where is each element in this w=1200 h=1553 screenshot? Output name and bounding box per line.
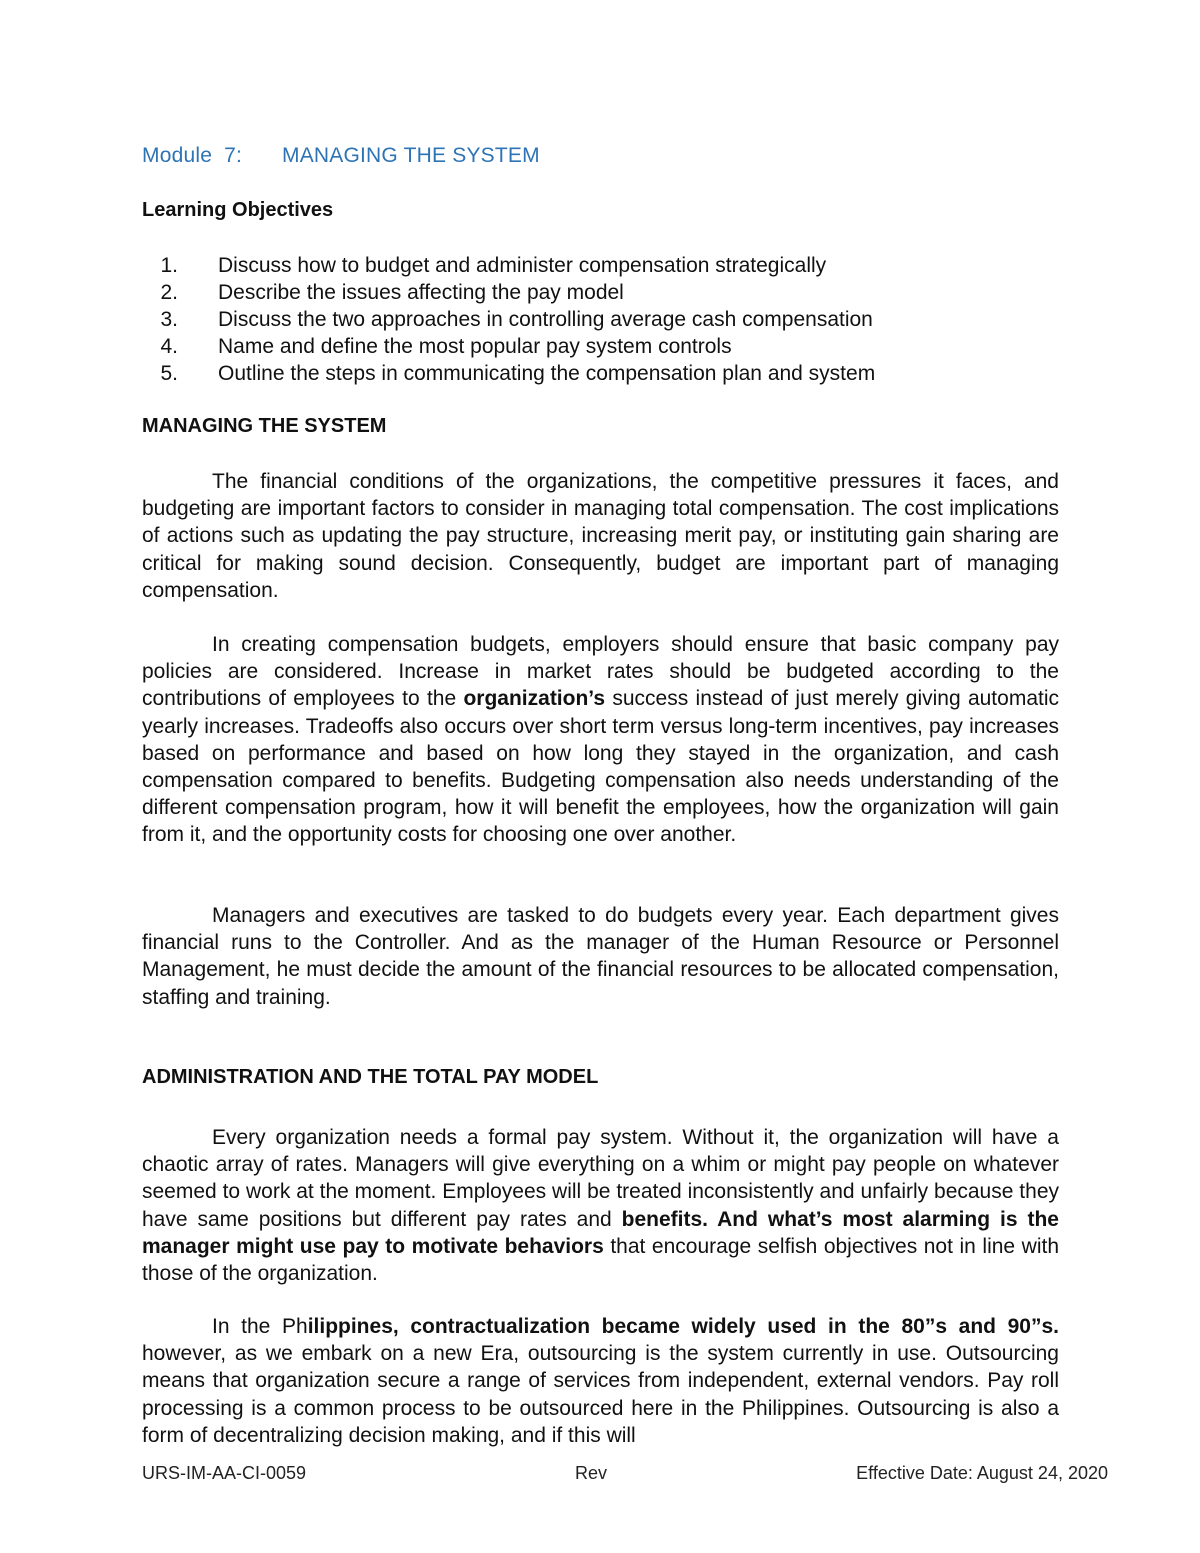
section-heading-managing-system: MANAGING THE SYSTEM xyxy=(142,415,387,437)
objective-number: 2. xyxy=(160,281,178,304)
emphasis-text: ilippines, contractualization became widely used in the 80”s and 90”s. xyxy=(307,1315,1060,1338)
objective-number: 4. xyxy=(160,335,178,358)
footer-document-code: URS-IM-AA-CI-0059 xyxy=(142,1463,307,1483)
objective-number: 5. xyxy=(160,362,178,385)
paragraph-text: In the Ph xyxy=(212,1315,308,1338)
paragraph-managers-budgets: Managers and executives are tasked to do budgets every year. Each department gives financial runs to the Controller. And as the manager of the Human Resource or Personnel Management, he must decide the amount of the financial resources to be allocated compensation, staffing and training. xyxy=(142,904,1059,1009)
footer-effective-date: Effective Date: August 24, 2020 xyxy=(856,1463,1108,1483)
objective-text: Outline the steps in communicating the compensation plan and system xyxy=(218,362,876,385)
emphasis-text: organization’s xyxy=(463,687,606,711)
paragraph-text: In creating compensation budgets, employers should ensure that basic company pay policies are considered. Increase in market rates should be budgeted according to the contributions of employees to the xyxy=(142,633,1059,711)
objective-text: Discuss the two approaches in controlling average cash compensation xyxy=(218,308,873,331)
learning-objectives-heading: Learning Objectives xyxy=(142,199,334,221)
objective-item xyxy=(142,252,1042,279)
module-name: MANAGING THE SYSTEM xyxy=(282,144,540,167)
objective-text: Name and define the most popular pay system controls xyxy=(218,335,732,358)
module-title xyxy=(142,144,540,168)
objective-number: 3. xyxy=(160,308,178,331)
paragraph-financial-conditions: The financial conditions of the organizations, the competitive pressures it faces, and budgeting are important factors to consider in managing total compensation. The cost implications of actions such as updating the pay structure, increasing merit pay, or instituting gain sharing are critical for making sound decision. Consequently, budget are important part of managing compensation. xyxy=(142,470,1059,602)
paragraph-text: that encourage selfish objectives not in line with those of the organization. xyxy=(142,1234,1059,1286)
footer-revision: Rev xyxy=(575,1463,608,1483)
objective-item xyxy=(142,360,1042,387)
paragraph-text: Every organization needs a formal pay system. Without it, the organization will have a chaotic array of rates. Managers will give everything on a whim or might pay people on whatever seemed to work at the moment. Employees will be treated inconsistently and unfairly because they have same positions but different pay rates and xyxy=(142,1126,1059,1231)
paragraph-text: success instead of just merely giving automatic yearly increases. Tradeoffs also occurs over short term versus long-term incentives, pay increases based on performance and based on how long they stayed in the organization, and cash compensation compared to benefits. Budgeting compensation also needs understanding of the different compensation program, how it will benefit the employees, how the organization will gain from it, and the opportunity costs for choosing one over another. xyxy=(142,687,1059,847)
objective-item xyxy=(142,333,1042,360)
module-label: Module 7: xyxy=(142,144,243,167)
emphasis-text: benefits. And what’s most alarming is the manager might use pay to motivate behaviors xyxy=(142,1207,1059,1258)
paragraph-philippines-outsourcing xyxy=(142,1313,1059,1449)
objective-text: Discuss how to budget and administer compensation strategically xyxy=(218,254,827,277)
learning-objectives-list xyxy=(142,252,1042,387)
objective-item xyxy=(142,279,1042,306)
section-heading-administration: ADMINISTRATION AND THE TOTAL PAY MODEL xyxy=(142,1066,599,1088)
objective-item xyxy=(142,306,1042,333)
objective-text: Describe the issues affecting the pay model xyxy=(218,281,624,304)
objective-number: 1. xyxy=(160,254,178,277)
paragraph-text: however, as we embark on a new Era, outsourcing is the system currently in use. Outsourcing means that organization secure a range of services from independent, external vendors. Pay roll processing is a common process to be outsourced here in the Philippines. Outsourcing is also a form of decentralizing decision making, and if this will xyxy=(142,1342,1059,1447)
paragraph-formal-pay-system xyxy=(142,1124,1059,1287)
paragraph-compensation-budgets xyxy=(142,631,1059,849)
